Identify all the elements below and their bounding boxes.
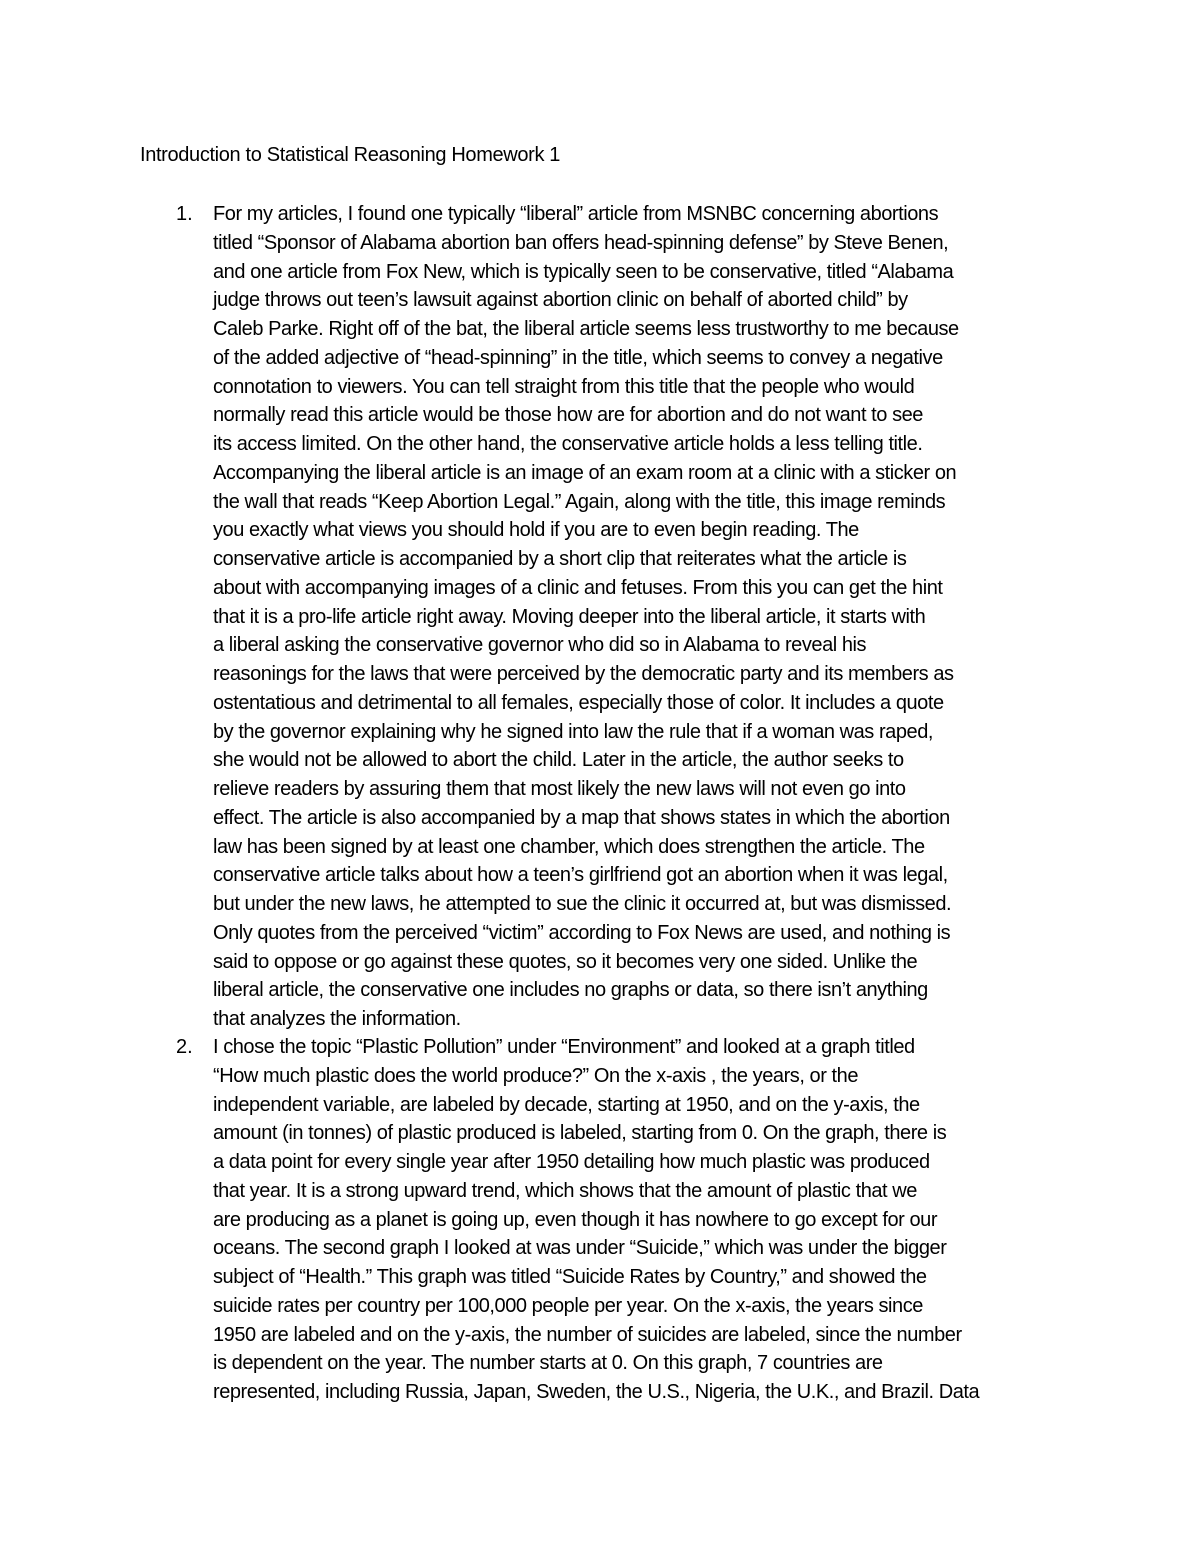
text-line: I chose the topic “Plastic Pollution” under “Environment” and looked at a graph titled <box>213 1036 915 1058</box>
text-line: by the governor explaining why he signed into law the rule that if a woman was raped, <box>213 720 933 743</box>
text-line: conservative article is accompanied by a short clip that reiterates what the article is <box>213 548 907 570</box>
text-line: conservative article talks about how a teen’s girlfriend got an abortion when it was legal, <box>213 864 948 887</box>
text-line: “How much plastic does the world produce?” On the x-axis , the years, or the <box>213 1064 858 1087</box>
text-line: effect. The article is also accompanied by a map that shows states in which the abortion <box>213 806 950 829</box>
list-item-number: 2. <box>176 1036 193 1058</box>
document-title: Introduction to Statistical Reasoning Homework 1 <box>140 144 561 166</box>
text-line: law has been signed by at least one chamber, which does strengthen the article. The <box>213 835 925 858</box>
text-line: and one article from Fox New, which is typically seen to be conservative, titled “Alabama <box>213 260 954 283</box>
text-line: is dependent on the year. The number starts at 0. On this graph, 7 countries are <box>213 1352 883 1375</box>
text-line: liberal article, the conservative one includes no graphs or data, so there isn’t anything <box>213 979 928 1002</box>
text-line: oceans. The second graph I looked at was under “Suicide,” which was under the bigger <box>213 1237 947 1260</box>
text-line: she would not be allowed to abort the child. Later in the article, the author seeks to <box>213 749 904 772</box>
text-line: connotation to viewers. You can tell straight from this title that the people who would <box>213 375 915 398</box>
text-line: the wall that reads “Keep Abortion Legal.” Again, along with the title, this image reminds <box>213 490 946 513</box>
text-line: that it is a pro-life article right away. Moving deeper into the liberal article, it starts with <box>213 605 926 628</box>
text-line: are producing as a planet is going up, even though it has nowhere to go except for our <box>213 1208 938 1231</box>
text-line: subject of “Health.” This graph was titled “Suicide Rates by Country,” and showed the <box>213 1266 927 1288</box>
text-line: that analyzes the information. <box>213 1008 461 1030</box>
text-line: Accompanying the liberal article is an image of an exam room at a clinic with a sticker on <box>213 461 957 484</box>
text-line: Only quotes from the perceived “victim” according to Fox News are used, and nothing is <box>213 921 951 944</box>
text-line: judge throws out teen’s lawsuit against abortion clinic on behalf of aborted child” by <box>213 289 908 312</box>
text-line: about with accompanying images of a clinic and fetuses. From this you can get the hint <box>213 576 943 599</box>
text-line: of the added adjective of “head-spinning” in the title, which seems to convey a negative <box>213 346 943 369</box>
text-line: a data point for every single year after 1950 detailing how much plastic was produced <box>213 1151 930 1173</box>
text-line: Caleb Parke. Right off of the bat, the liberal article seems less trustworthy to me because <box>213 318 959 340</box>
text-line: that year. It is a strong upward trend, which shows that the amount of plastic that we <box>213 1179 917 1202</box>
text-line: reasonings for the laws that were perceived by the democratic party and its members as <box>213 663 954 685</box>
text-line: titled “Sponsor of Alabama abortion ban offers head-spinning defense” by Steve Benen, <box>213 231 949 254</box>
text-line: For my articles, I found one typically “liberal” article from MSNBC concerning abortions <box>213 203 939 225</box>
list-item-number: 1. <box>176 203 193 225</box>
text-line: represented, including Russia, Japan, Sweden, the U.S., Nigeria, the U.K., and Brazil. Data <box>213 1381 980 1403</box>
text-line: a liberal asking the conservative governor who did so in Alabama to reveal his <box>213 634 867 657</box>
text-line: suicide rates per country per 100,000 people per year. On the x-axis, the years since <box>213 1294 923 1317</box>
text-line: relieve readers by assuring them that most likely the new laws will not even go into <box>213 778 906 800</box>
list-item-body <box>213 200 1073 1034</box>
text-line: 1950 are labeled and on the y-axis, the number of suicides are labeled, since the number <box>213 1323 962 1346</box>
text-line: but under the new laws, he attempted to sue the clinic it occurred at, but was dismissed. <box>213 893 952 915</box>
list-item-body <box>213 1033 1073 1407</box>
text-line: said to oppose or go against these quotes, so it becomes very one sided. Unlike the <box>213 950 918 973</box>
text-line: independent variable, are labeled by decade, starting at 1950, and on the y-axis, the <box>213 1093 920 1116</box>
text-line: amount (in tonnes) of plastic produced is labeled, starting from 0. On the graph, there is <box>213 1122 947 1145</box>
text-line: you exactly what views you should hold if you are to even begin reading. The <box>213 519 859 542</box>
text-line: normally read this article would be those how are for abortion and do not want to see <box>213 404 923 427</box>
text-line: ostentatious and detrimental to all females, especially those of color. It includes a quote <box>213 691 944 714</box>
text-line: its access limited. On the other hand, the conservative article holds a less telling title. <box>213 433 923 455</box>
